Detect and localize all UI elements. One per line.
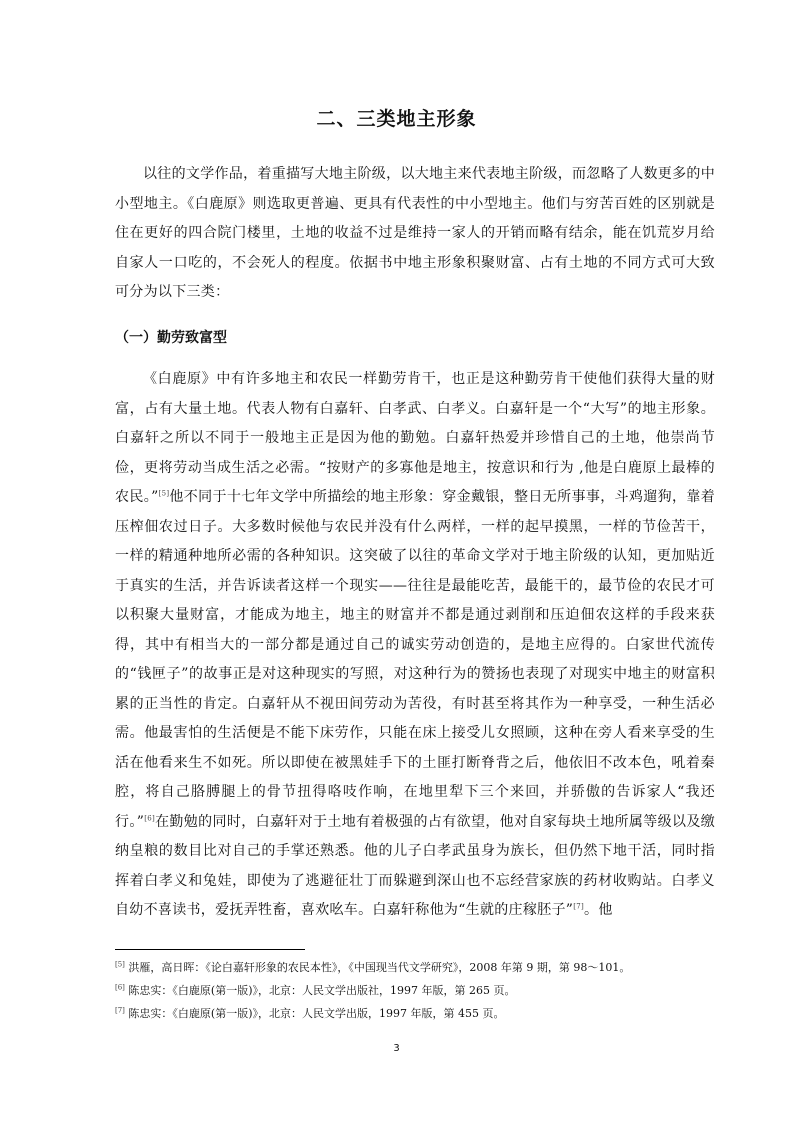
footnote-text: 陈忠实：《白鹿原(第一版)》，北京：人民文学出版社，1997 年版，第 265 页。	[128, 984, 516, 997]
footnote-item	[115, 956, 715, 979]
body-text-part3: 在勤勉的同时，白嘉轩对于土地有着极强的占有欲望，他对自家每块土地所属等级以及缴纳皇粮的数目比对自己的手掌还熟悉。他的儿子白孝武虽身为族长，但仍然下地干活，同时指挥着白孝义和兔娃，即使为了逃避征壮丁而躲避到深山也不忘经营家族的药材收购站。白孝义自幼不喜读书，爱抚弄牲畜，喜欢吆车。白嘉轩称他为“生就的庄稼胚子”	[115, 813, 716, 918]
footnote-mark: [5]	[115, 960, 125, 969]
intro-paragraph-block	[115, 160, 715, 308]
footnote-text: 陈忠实：《白鹿原(第一版)》，北京：人民文学出版，1997 年版，第 455 页。	[128, 1007, 505, 1020]
footnotes	[115, 956, 715, 1025]
footnote-item	[115, 1002, 715, 1025]
citation-ref-5[interactable]: [5]	[158, 489, 170, 498]
footnote-item	[115, 979, 715, 1002]
section-heading: （一）勤劳致富型	[115, 330, 227, 346]
footnote-mark: [7]	[115, 1006, 125, 1015]
intro-paragraph: 以往的文学作品，着重描写大地主阶级，以大地主来代表地主阶级，而忽略了人数更多的中小型地主。《白鹿原》则选取更普遍、更具有代表性的中小型地主。他们与穷苦百姓的区别就是住在更好的四合院门楼里，土地的收益不过是维持一家人的开销而略有结余，能在饥荒岁月给自家人一口吃的，不会死人的程度。依据书中地主形象积聚财富、占有土地的不同方式可大致可分为以下三类：	[115, 166, 715, 300]
page-number: 3	[393, 1043, 400, 1054]
body-paragraph	[115, 365, 715, 926]
body-text-part1: 《白鹿原》中有许多地主和农民一样勤劳肯干，也正是这种勤劳肯干使他们获得大量的财富，占有大量土地。代表人物有白嘉轩、白孝武、白孝义。白嘉轩是一个“大写”的地主形象。白嘉轩之所以不同于一般地主正是因为他的勤勉。白嘉轩热爱并珍惜自己的土地，他崇尚节俭，更将劳动当成生活之必需。“按财产的多寡他是地主，按意识和行为 ,他是白鹿原上最棒的农民。”	[115, 371, 715, 505]
footnote-text: 洪雁，高日晖：《论白嘉轩形象的农民本性》，《中国现当代文学研究》，2008 年第 9 期，第 98～101。	[128, 961, 631, 974]
body-paragraph-block	[115, 365, 715, 926]
citation-ref-6[interactable]: [6]	[144, 813, 156, 822]
footnote-mark: [6]	[115, 983, 125, 992]
citation-ref-7[interactable]: [7]	[573, 902, 585, 911]
body-text-part2: 他不同于十七年文学中所描绘的地主形象：穿金戴银，整日无所事事，斗鸡遛狗，靠着压榨佃农过日子。大多数时候他与农民并没有什么两样，一样的起早摸黑，一样的节俭苦干，一样的精通种地所必需的各种知识。这突破了以往的革命文学对于地主阶级的认知，更加贴近于真实的生活，并告诉读者这样一个现实——往往是最能吃苦，最能干的，最节俭的农民才可以积聚大量财富，才能成为地主，地主的财富并不都是通过剥削和压迫佃农这样的手段来获得，其中有相当大的一部分都是通过自己的诚实劳动创造的，是地主应得的。白家世代流传的“钱匣子”的故事正是对这种现实的写照，对这种行为的赞扬也表现了对现实中地主的财富积累的正当性的肯定。白嘉轩从不视田间劳动为苦役，有时甚至将其作为一种享受，一种生活必需。他最害怕的生活便是不能下床劳作，只能在床上接受儿女照顾，这种在旁人看来享受的生活在他看来生不如死。所以即使在被黑娃手下的土匪打断脊背之后，他依旧不改本色，吼着秦腔，将自己胳膊腿上的骨节扭得咯吱作响，在地里犁下三个来回，并骄傲的告诉家人“我还行。”	[115, 489, 716, 830]
page-title: 二、三类地主形象	[316, 108, 477, 130]
footnote-divider	[115, 949, 305, 950]
body-text-part4: 。他	[584, 902, 613, 918]
